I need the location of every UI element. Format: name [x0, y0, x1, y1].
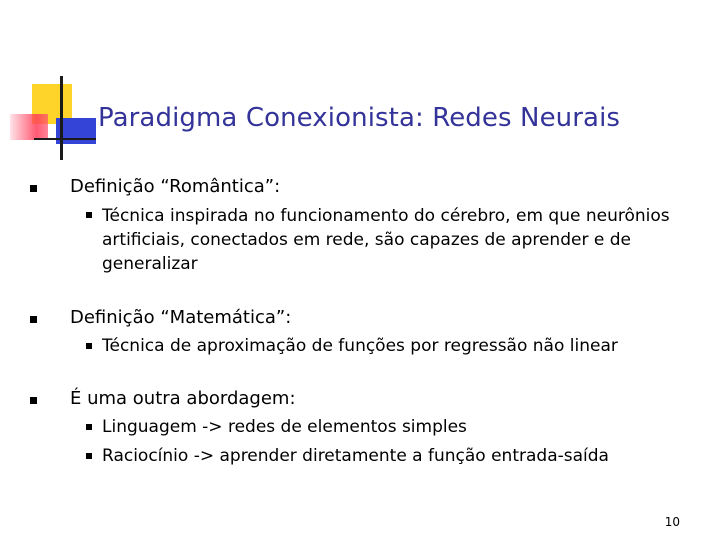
sub-bullet-icon: [86, 343, 92, 349]
section-item: Técnica inspirada no funcionamento do cérebro, em que neurônios artificiais, conectados em rede, são capazes de aprender e de generalizar: [102, 206, 670, 274]
section-item: Raciocínio -> aprender diretamente a função entrada-saída: [102, 446, 609, 466]
section-item: Linguagem -> redes de elementos simples: [102, 417, 467, 437]
section-item: Técnica de aproximação de funções por regressão não linear: [102, 336, 618, 356]
page-number: 10: [664, 515, 680, 529]
logo-red-square: [10, 114, 48, 140]
sub-bullet-icon: [86, 212, 92, 218]
bullet-icon: [30, 316, 37, 323]
section-heading: É uma outra abordagem:: [70, 388, 296, 409]
bullet-icon: [30, 185, 37, 192]
sub-bullet-icon: [86, 453, 92, 459]
bullet-icon: [30, 397, 37, 404]
logo-horizontal-line: [34, 138, 96, 140]
section-heading: Definição “Matemática”:: [70, 307, 292, 328]
section-heading: Definição “Romântica”:: [70, 176, 281, 197]
logo-vertical-line: [60, 76, 63, 160]
title-logo-icon: [8, 72, 100, 164]
sub-bullet-icon: [86, 424, 92, 430]
slide-title: Paradigma Conexionista: Redes Neurais: [98, 103, 621, 133]
